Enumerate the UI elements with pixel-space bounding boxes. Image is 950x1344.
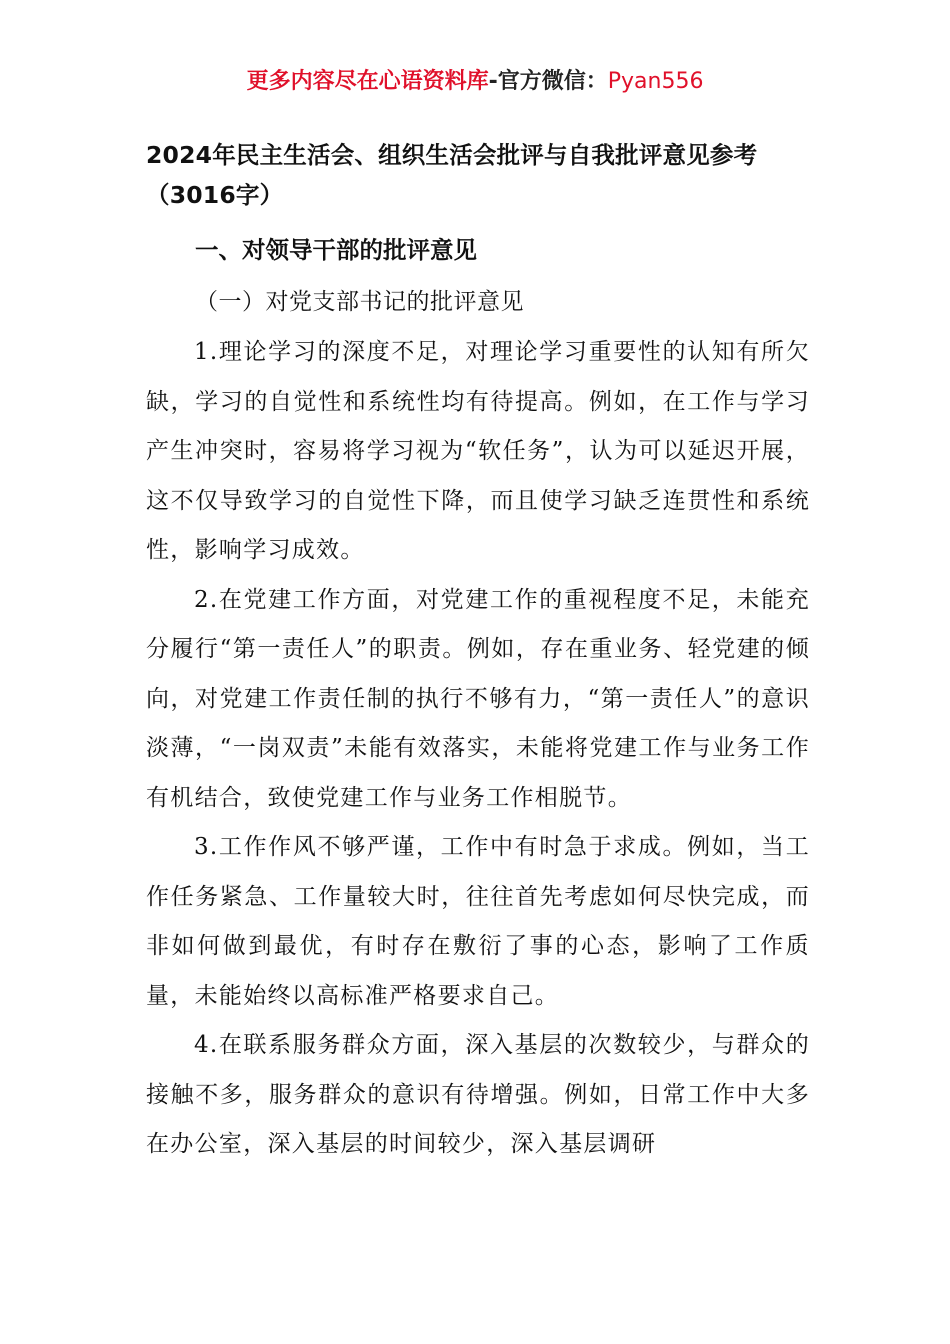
body-text — [146, 328, 810, 1170]
subsection-heading: （一）对党支部书记的批评意见 — [195, 289, 524, 315]
header-site-name: 更多内容尽在心语资料库 — [246, 69, 489, 94]
paragraph-2: 2.在党建工作方面，对党建工作的重视程度不足，未能充分履行“第一责任人”的职责。例如，存在重业务、轻党建的倾向，对党建工作责任制的执行不够有力，“第一责任人”的意识淡薄，“一岗双责”未能有效落实，未能将党建工作与业务工作有机结合，致使党建工作与业务工作相脱节。 — [146, 586, 810, 811]
document-title: 2024年民主生活会、组织生活会批评与自我批评意见参考（3016字） — [146, 141, 758, 209]
section-heading: 一、对领导干部的批评意见 — [195, 236, 477, 264]
header-dash: - — [488, 69, 498, 94]
paragraph-4: 4.在联系服务群众方面，深入基层的次数较少，与群众的接触不多，服务群众的意识有待增强。例如，日常工作中大多在办公室，深入基层的时间较少，深入基层调研 — [146, 1032, 810, 1157]
paragraph-1: 1.理论学习的深度不足，对理论学习重要性的认知有所欠缺，学习的自觉性和系统性均有待提高。例如，在工作与学习产生冲突时，容易将学习视为“软任务”，认为可以延迟开展，这不仅导致学习的自觉性下降，而且使学习缺乏连贯性和系统性，影响学习成效。 — [146, 339, 810, 563]
header-wechat-label: 官方微信： — [497, 69, 608, 94]
paragraph-3: 3.工作作风不够严谨，工作中有时急于求成。例如，当工作任务紧急、工作量较大时，往往首先考虑如何尽快完成，而非如何做到最优，有时存在敷衍了事的心态，影响了工作质量，未能始终以高标准严格要求自己。 — [146, 834, 810, 1009]
header-wechat-id: Pyan556 — [607, 69, 704, 94]
promo-header — [0, 66, 950, 98]
